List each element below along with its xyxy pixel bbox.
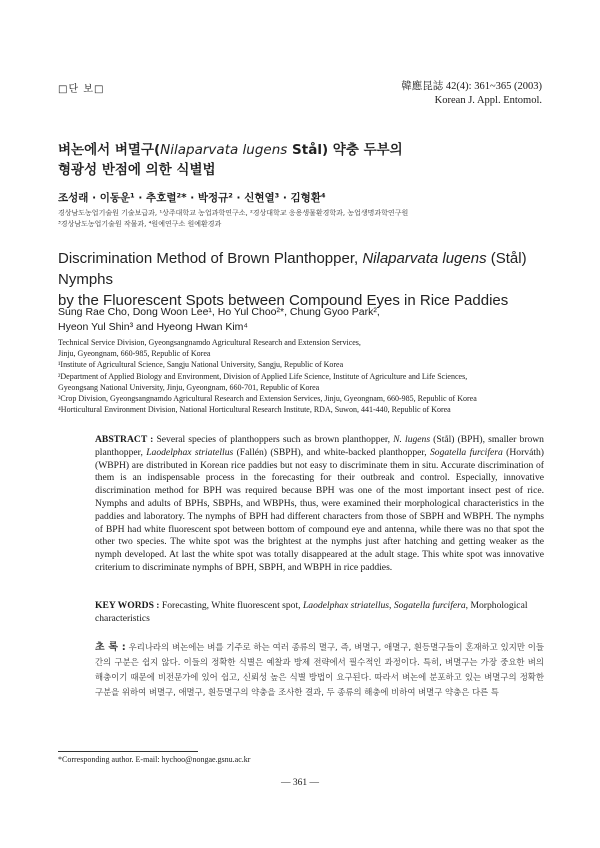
journal-citation-kr: 韓應昆誌 42(4): 361~365 (2003) [401,81,542,92]
abstract-species: N. lugens [393,434,431,445]
keywords-text: , Morphological characteristics [95,600,528,624]
keywords-label: KEY WORDS : [95,600,160,611]
korean-abstract-text: 우리나라의 벼논에는 벼를 기주로 하는 여러 종류의 멸구, 즉, 벼멸구, 애멸구, 흰등멸구들이 혼재하고 있지만 이들간의 구분은 쉽지 않다. 이들의 정확한 식별은 예찰과 방제 전략에서 필수적인 과정이다. 특히, 벼멸구는 가장 중요한 벼의 해충이기 때문에 비전문가에 있어 쉽고, 신뢰성 높은 식별 방법이 요구된다. 따라서 벼논에 분포하고 있는 벼멸구의 정확한 구분을 위하여 벼멸구, 애멸구, 흰등멸구의 약충을 조사한 결과, 두 종류의 해충에 비하여 벼멸구 약충은 다른 특 [95,642,544,697]
abstract [95,434,544,575]
korean-abstract-label: 초 록 : [95,642,126,653]
page-number: — 361 — [281,778,319,788]
english-title-pre: Discrimination Method of Brown Planthopper, [58,250,363,267]
section-label: □단 보□ [58,84,105,95]
affiliation-line: Technical Service Division, Gyeongsangnamdo Agricultural Research and Extension Services, [58,338,361,347]
english-authors [58,305,548,335]
korean-affiliation-line: ³경상남도농업기술원 작물과, ⁴원예연구소 원예환경과 [58,220,222,228]
journal-citation [401,80,542,108]
english-title [58,248,548,311]
abstract-text: Several species of planthoppers such as brown planthopper, [153,434,394,445]
affiliation-line: ²Department of Applied Biology and Environment, Division of Applied Life Science, Institute of Agriculture and Life Sciences, [58,371,468,381]
keywords-text: , [389,600,394,611]
abstract-species: Sogatella furcifera [429,446,503,458]
korean-title-species: Nilaparvata lugens [160,142,288,158]
affiliation-line: ³Crop Division, Gyeongsangnamdo Agricultural Research and Extension Services, Jinju, Gyeongnam, 660-985, Republic of Korea [58,394,477,404]
abstract-text: (Fallén) (SBPH), and white-backed planthopper, [233,446,430,458]
korean-affiliation-line: 경상남도농업기술원 기술보급과, ¹상주대학교 농업과학연구소, ²경상대학교 응용생물환경학과, 농업생명과학연구원 [58,209,409,217]
keyword-species: Laodelphax striatellus [302,600,390,611]
english-title-line2: by the Fluorescent Spots between Compound Eyes in Rice Paddies [58,292,509,309]
korean-title [58,140,538,180]
affiliation-line: ¹Institute of Agricultural Science, Sangju National University, Sangju, Republic of Korea [58,360,344,370]
affiliation-line: Jinju, Gyeongnam, 660-985, Republic of Korea [58,349,211,359]
journal-name-en: Korean J. Appl. Entomol. [434,95,542,106]
korean-title-pre: 벼논에서 벼멸구( [58,142,161,158]
keywords [95,600,544,625]
abstract-text: (Stål) (BPH), smaller brown planthopper, [95,434,544,458]
abstract-species: Laodelphax striatellus [146,446,234,458]
footnote-divider [58,751,198,752]
korean-title-post: Stål) 약충 두부의 [287,142,403,158]
english-authors-line: Sung Rae Cho, Dong Woon Lee¹, Ho Yul Choo²*, Chung Gyoo Park², [58,306,380,318]
keywords-text: Forecasting, White fluorescent spot, [159,600,303,611]
english-title-post: (Stål) Nymphs [58,250,527,288]
korean-affiliations [58,208,548,230]
keyword-species: Sogatella furcifera [393,600,466,611]
affiliation-line: ⁴Horticultural Environment Division, National Horticultural Research Institute, RDA, Suwon, 441-440, Republic of Korea [58,405,451,415]
english-authors-line: Hyeon Yul Shin³ and Hyeong Hwan Kim⁴ [58,321,248,333]
corresponding-author-footnote: *Corresponding author. E-mail: hychoo@nongae.gsnu.ac.kr [58,755,251,764]
english-affiliations [58,337,558,415]
affiliation-line: Gyeongsang National University, Jinju, Gyeongnam, 660-701, Republic of Korea [58,382,320,392]
korean-title-line2: 형광성 반점에 의한 식별법 [58,162,216,178]
korean-abstract [95,640,544,700]
korean-authors: 조성래 · 이동운¹ · 추호렬²* · 박정규² · 신현열³ · 김형환⁴ [58,192,326,204]
abstract-label: ABSTRACT : [95,434,154,445]
abstract-text: (Horváth) (WBPH) are distributed in Korean rice paddies but not easy to discriminate them in situ. Accurate discrimination of them is an indispensable process in the forecasting for their outbreak and control. Especially, innovative discrimination method for BPH was required because BPH was one of the most important insect pest of rice. Nymphs and adults of BPHs, SBPHs, and WBPHs, thus, were examined their morphological characteristics in the paddies and laboratory. The nymphs of BPH had different characters from those of SBPH and WBPH. The nymphs of BPH had white fluorescent spot between bottom of compound eye and antenna, while there was no that spot the other two species. The white spot was the brightest at the nymphs just after hatching and getting weaker as the nymph developed. At last the white spot was totally disappeared at the adult stage. This white spot was innovative criterium to discriminate nymphs of BPH, SBPH, and WBPH in rice paddies. [95,446,544,573]
english-title-species: Nilaparvata lugens [362,250,487,267]
